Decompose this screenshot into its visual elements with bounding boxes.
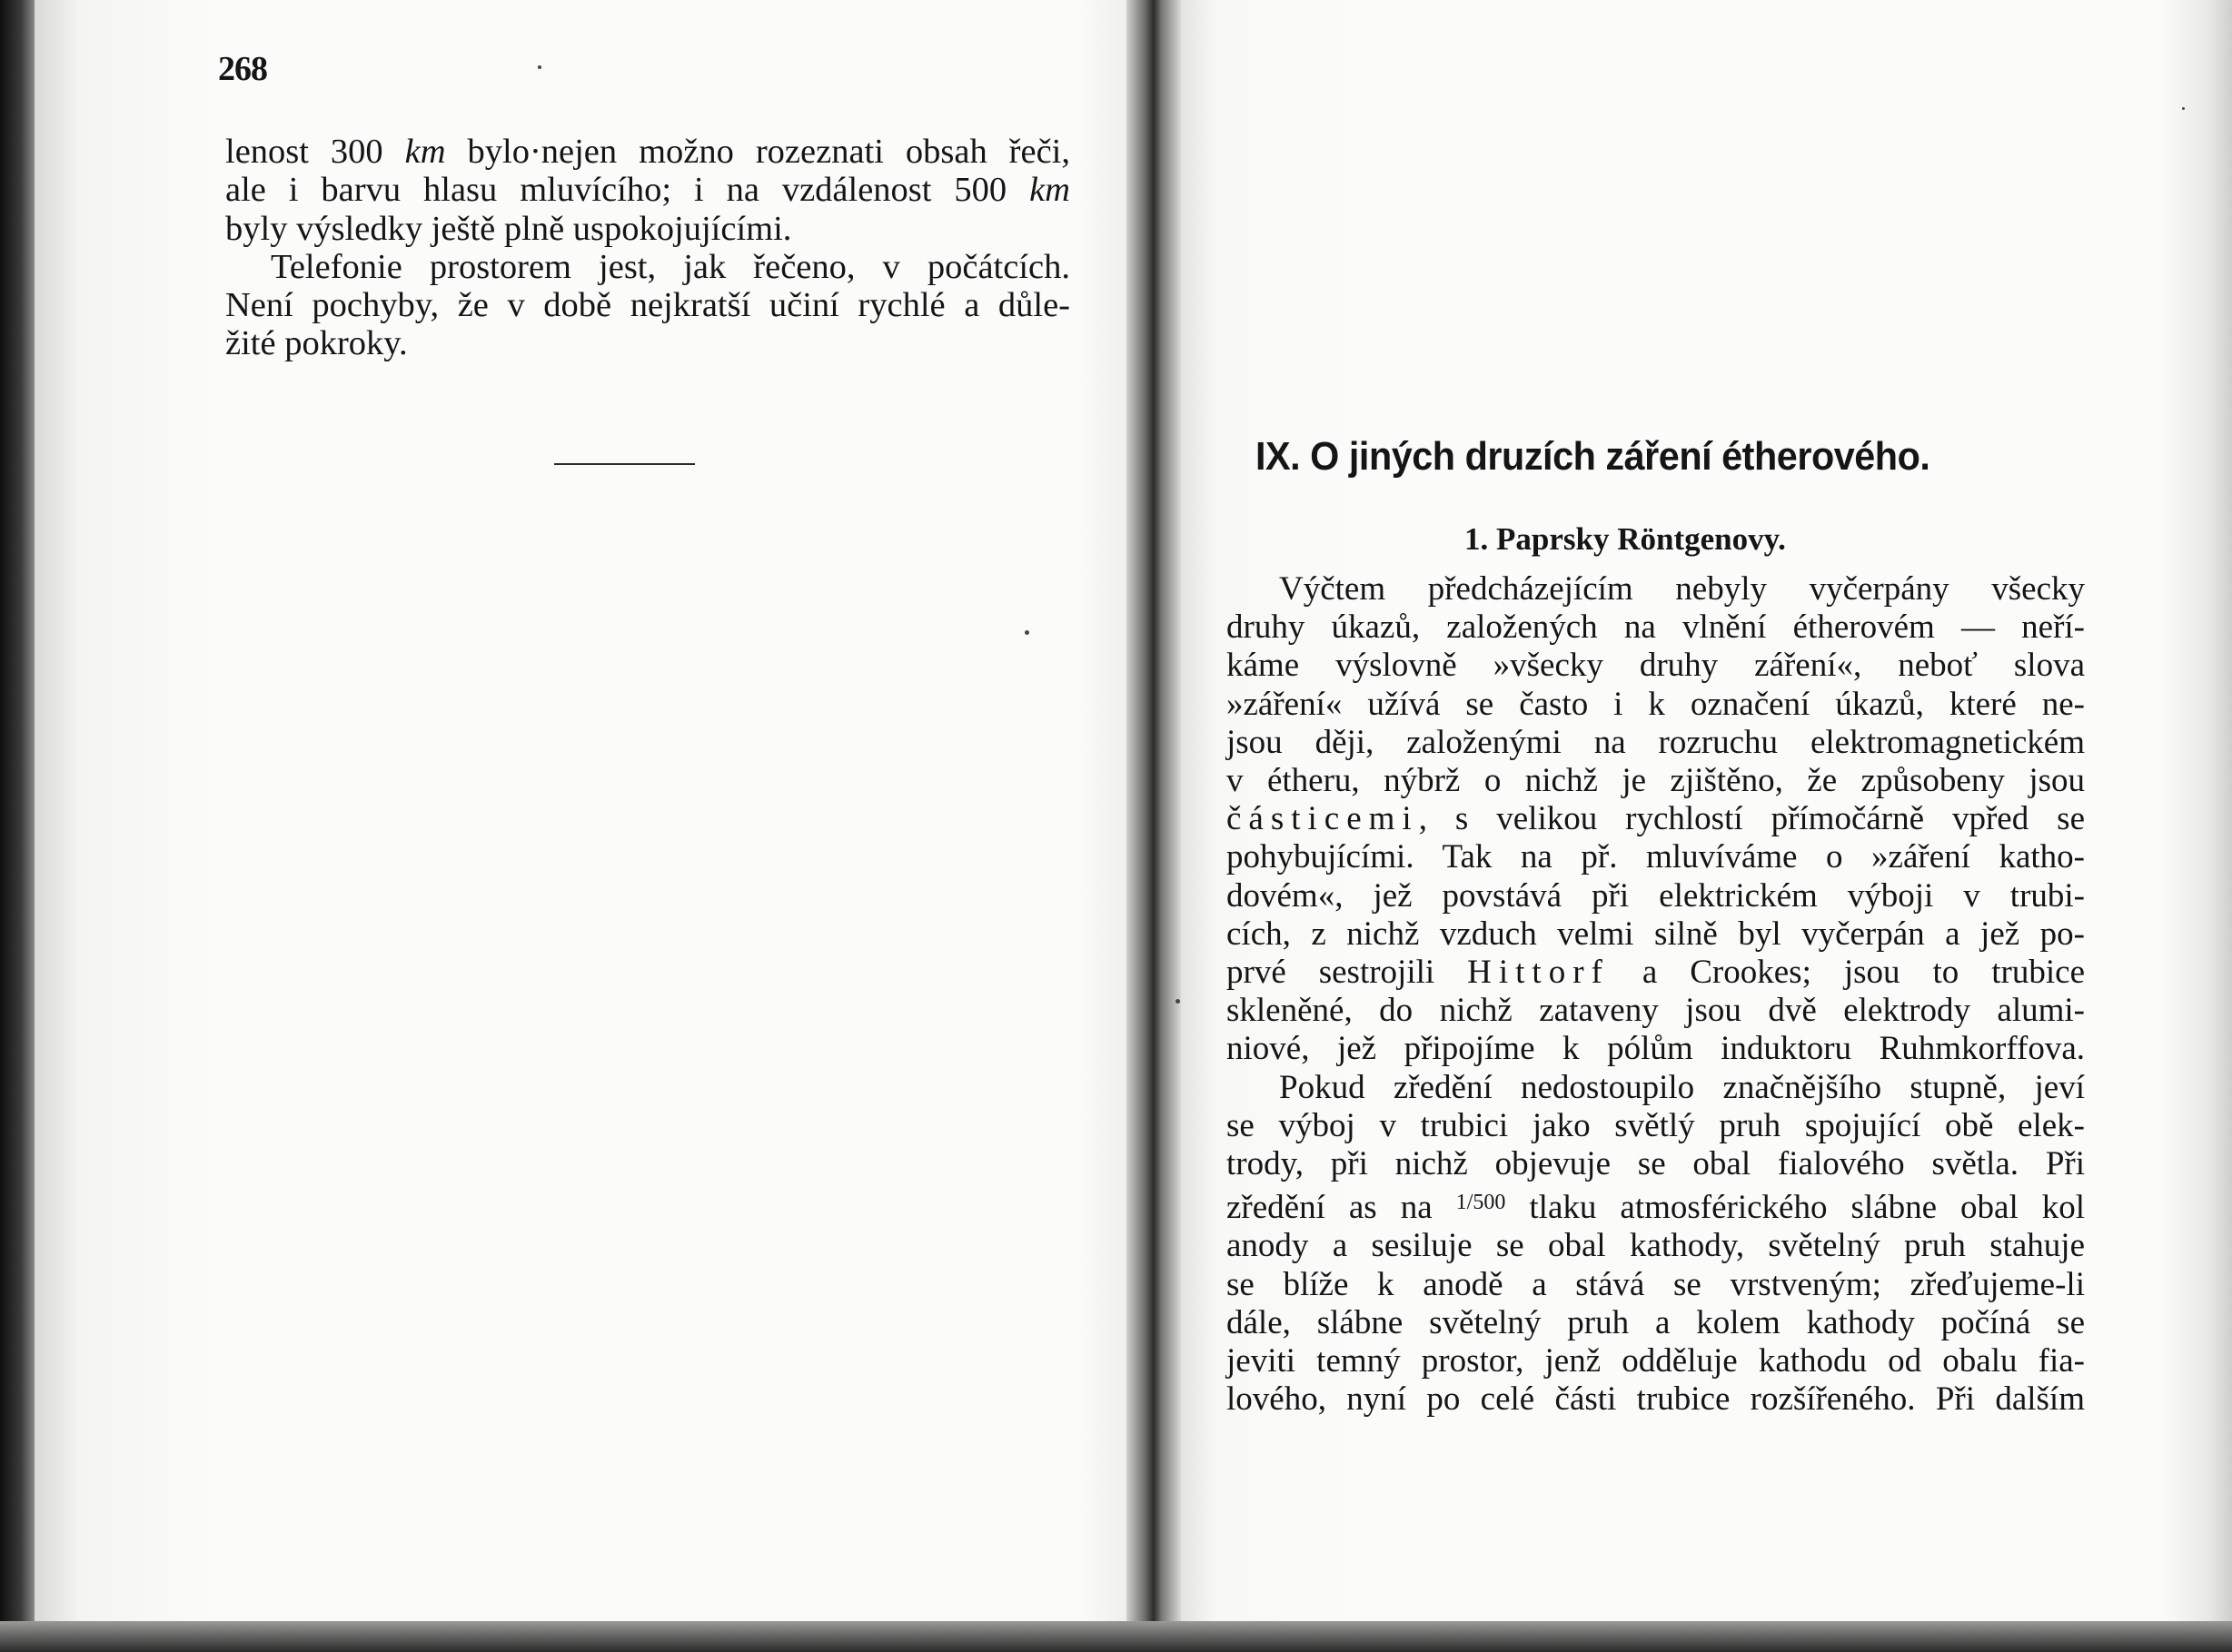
text-line: niové, jež připojíme k pólům induktoru Ruhmkorffova. — [1226, 1030, 2085, 1068]
scan-speck — [1025, 630, 1029, 635]
chapter-heading: IX. O jiných druzích záření étherového. — [1255, 434, 1930, 479]
fraction: 1/500 — [1455, 1191, 1506, 1215]
text-fragment: zředění as na — [1226, 1189, 1433, 1227]
text-line: cích, z nichž vzduch velmi silně byl vyčerpán a jež po- — [1226, 915, 2085, 953]
text-line: se blíže k anodě a stává se vrstveným; zřeďujeme-li — [1226, 1265, 2085, 1303]
section-heading: 1. Paprsky Röntgenovy. — [1464, 521, 1786, 557]
text-line: skleněné, do nichž zataveny jsou dvě elektrody alumi- — [1226, 992, 2085, 1030]
text-line: Výčtem předcházejícím nebyly vyčerpány všecky — [1279, 570, 2085, 608]
text-line: »záření« užívá se často i k označení úkazů, které ne- — [1226, 685, 2085, 723]
text-line: Pokud zředění nedostoupilo značnějšího stupně, jeví — [1279, 1068, 2085, 1106]
text-line: anody a sesiluje se obal kathody, světelný pruh stahuje — [1226, 1227, 2085, 1265]
scan-speck — [538, 65, 541, 69]
text-line: prvé sestrojili Hittorf a Crookes; jsou to trubice — [1226, 954, 2085, 992]
text-line: žité pokroky. — [225, 324, 408, 363]
text-line: byly výsledky ještě plně uspokojujícími. — [225, 209, 792, 248]
text-line: pohybujícími. Tak na př. mluvíváme o »záření katho- — [1226, 838, 2085, 876]
text-fragment: tlaku atmosférického slábne obal kol — [1529, 1189, 2086, 1227]
text-line-with-fraction — [1226, 1183, 2085, 1227]
text-line: jsou ději, založenými na rozruchu elektromagnetickém — [1226, 723, 2085, 761]
book-bottom-edge — [0, 1621, 2232, 1652]
text-line: druhy úkazů, založených na vlnění étherovém — neří- — [1226, 608, 2085, 647]
scan-speck — [2182, 107, 2185, 110]
text-line: Telefonie prostorem jest, jak řečeno, v počátcích. — [271, 247, 1070, 286]
text-line: ale i barvu hlasu mluvícího; i na vzdálenost 500 km — [225, 171, 1070, 210]
text-line: Není pochyby, že v době nejkratší učiní rychlé a důle- — [225, 286, 1070, 325]
text-line: jeviti temný prostor, jenž odděluje kathodu od obalu fia- — [1226, 1342, 2085, 1380]
text-line: lenost 300 km bylo·nejen možno rozeznati obsah řeči, — [225, 133, 1070, 171]
text-line: dále, slábne světelný pruh a kolem kathody počíná se — [1226, 1303, 2085, 1341]
text-line: trody, při nichž objevuje se obal fialového světla. Při — [1226, 1145, 2085, 1183]
left-page-text — [225, 133, 1070, 363]
text-line: dovém«, jež povstává při elektrickém výboji v trubi- — [1226, 876, 2085, 915]
right-page-text — [1226, 570, 2085, 1419]
text-line: částicemi, s velikou rychlostí přímočárně vpřed se — [1226, 800, 2085, 838]
text-line: v étheru, nýbrž o nichž je zjištěno, že způsobeny jsou — [1226, 762, 2085, 800]
text-line: káme výslovně »všecky druhy záření«, neboť slova — [1226, 647, 2085, 685]
section-separator — [554, 463, 695, 465]
text-line: se výboj v trubici jako světlý pruh spojující obě elek- — [1226, 1106, 2085, 1144]
page-number: 268 — [218, 50, 267, 88]
book-gutter — [1126, 0, 1181, 1652]
scan-speck — [1176, 999, 1180, 1004]
book-left-edge — [0, 0, 35, 1652]
text-line: lového, nyní po celé části trubice rozšířeného. Při dalším — [1226, 1380, 2085, 1419]
